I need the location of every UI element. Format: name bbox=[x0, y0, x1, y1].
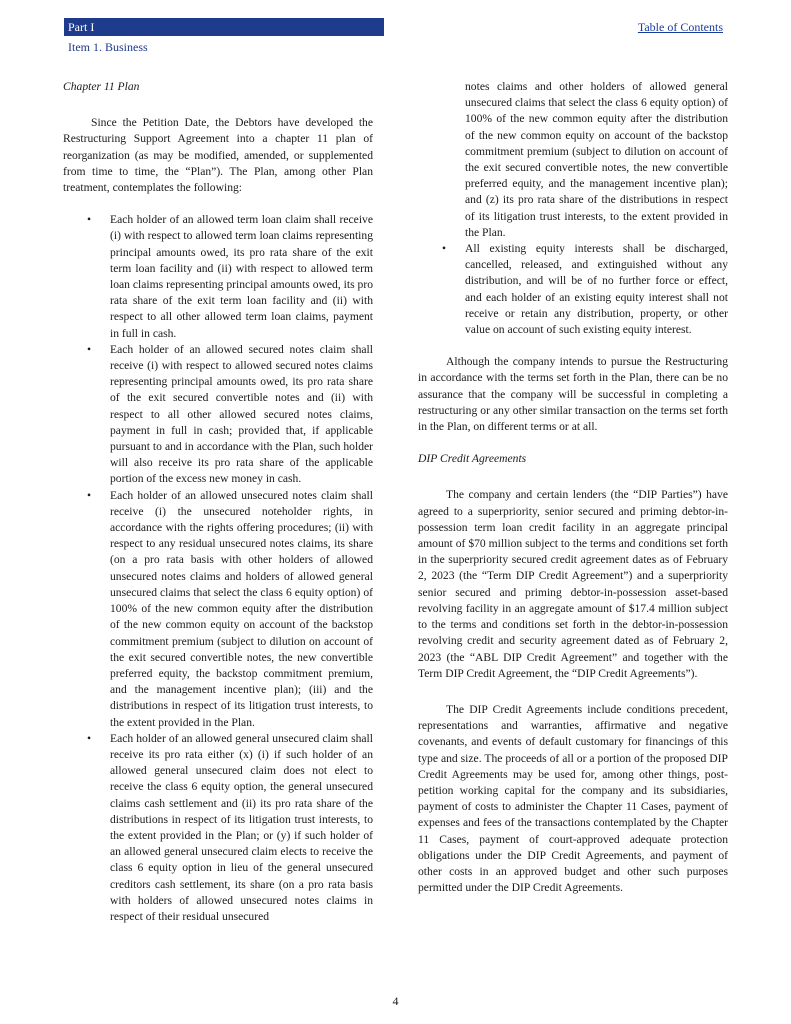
part-label: Part I bbox=[68, 20, 95, 34]
plan-treatment-list bbox=[63, 212, 373, 925]
table-of-contents-link[interactable]: Table of Contents bbox=[637, 20, 723, 34]
left-column bbox=[63, 79, 373, 925]
list-item: • All existing equity interests shall be discharged, cancelled, released, and extinguished without any distribution, and will be of no further force or effect, and each holder of an existing equity interest shall not receive or retain any distribution, property, or other value on account of such existing equity interest. bbox=[418, 241, 728, 338]
plan-treatment-list-continued bbox=[418, 79, 728, 338]
list-item: • Each holder of an allowed secured notes claim shall receive (i) with respect to allowed secured notes claims representing principal amounts owed, its pro rata share of the exit secured convertible notes and (ii) with respect to all other allowed secured notes claims, payment in full in cash; provided that, if applicable pursuant to and in accordance with the Plan, such holder will also receive its pro rata share of the applicable portion of the excess new money in cash. bbox=[63, 342, 373, 488]
plan-intro-paragraph: Since the Petition Date, the Debtors have developed the Restructuring Support Agreement into a chapter 11 plan of reorganization (as may be modified, amended, or supplemented from time to time, the “Plan”). The Plan, among other Plan treatment, contemplates the following: bbox=[63, 116, 373, 195]
right-column bbox=[418, 79, 728, 896]
dip-parties-paragraph: The company and certain lenders (the “DIP Parties”) have agreed to a superpriority, senior secured and priming debtor-in-possession term loan credit facility in an aggregate principal amount of $70 million subject to the terms and conditions set forth in the superpriority secured credit agreement dates as of February 2, 2023 (the “Term DIP Credit Agreement”) and a superpriority senior secured and priming debtor-in-possession asset-based revolving facility in an aggregate amount of $17.4 million subject to the terms and conditions set forth in the debtor-in-possession revolving credit and security agreement dated as of February 2, 2023 (the “ABL DIP Credit Agreement” and together with the Term DIP Credit Agreement, the “DIP Credit Agreements”). bbox=[418, 488, 728, 680]
list-item: • Each holder of an allowed unsecured notes claim shall receive (i) the unsecured noteholder rights, in accordance with the rights offering procedures; (ii) with respect to any residual unsecured notes claims, its share (on a pro rata basis with other holders of allowed unsecured notes claims and holders of allowed general unsecured claims that select the class 6 equity option) of 100% of the new common equity after the distribution of the new common equity on account of the backstop commitment premium (subject to dilution on account of the exit secured convertible notes, the new convertible preferred equity, the backstop commitment premium, and the management incentive plan); (iii) and the distributions in respect of its litigation trust interests, to the extent provided in the Plan. bbox=[63, 488, 373, 731]
dip-conditions-paragraph: The DIP Credit Agreements include conditions precedent, representations and warranties, affirmative and negative covenants, and events of default customary for financings of this type and size. The proceeds of all or a portion of the proposed DIP Credit Agreements may be used for, among other things, post-petition working capital for the company and its subsidiaries, payment of costs to administer the Chapter 11 Cases, payment of expenses and fees of the transactions contemplated by the Chapter 11 Cases, payment of court-approved adequate protection obligations under the DIP Credit Agreements, and payment of other costs in an approved budget and other such purposes permitted under the DIP Credit Agreements. bbox=[418, 702, 728, 895]
list-item: notes claims and other holders of allowed general unsecured claims that select the class 6 equity option) of 100% of the new common equity after the distribution of the new common equity on account of the backstop commitment premium (subject to dilution on account of the exit secured convertible notes, the new convertible preferred equity, and the management incentive plan); and (z) its pro rata share of the distributions in respect of its litigation trust interests, to the extent provided in the Plan. bbox=[465, 80, 728, 239]
page-number: 4 bbox=[392, 994, 399, 1008]
dip-credit-heading: DIP Credit Agreements bbox=[418, 452, 527, 466]
section-subheader: Item 1. Business bbox=[68, 40, 148, 54]
list-item: • Each holder of an allowed term loan claim shall receive (i) with respect to allowed term loan claims representing principal amounts owed, its pro rata share of the exit term loan facility and (ii) with respect to allowed term loan claims representing principal amounts owed, its pro rata share of the exit term loan facility and (ii) with respect to all other allowed term loan claims, payment in full in cash. bbox=[63, 212, 373, 342]
list-item: • Each holder of an allowed general unsecured claim shall receive its pro rata either (x) (i) if such holder of an allowed general unsecured claim does not elect to receive the class 6 equity option, the general unsecured claims cash settlement and (ii) its pro rata share of the distributions in respect of its litigation trust interests, to the extent provided in the Plan; or (y) if such holder of an allowed general unsecured claim elects to receive the class 6 equity option in lieu of the general unsecured creditors cash settlement, its share (on a pro rata basis with holders of allowed unsecured notes claims in respect of their residual unsecured bbox=[63, 731, 373, 925]
restructuring-paragraph: Although the company intends to pursue the Restructuring in accordance with the terms set forth in the Plan, there can be no assurance that the company will be successful in completing a restructuring or any other similar transaction on the terms set forth in the Plan, on different terms or at all. bbox=[418, 355, 728, 434]
chapter-11-heading: Chapter 11 Plan bbox=[63, 80, 140, 93]
part-header bbox=[64, 18, 384, 36]
